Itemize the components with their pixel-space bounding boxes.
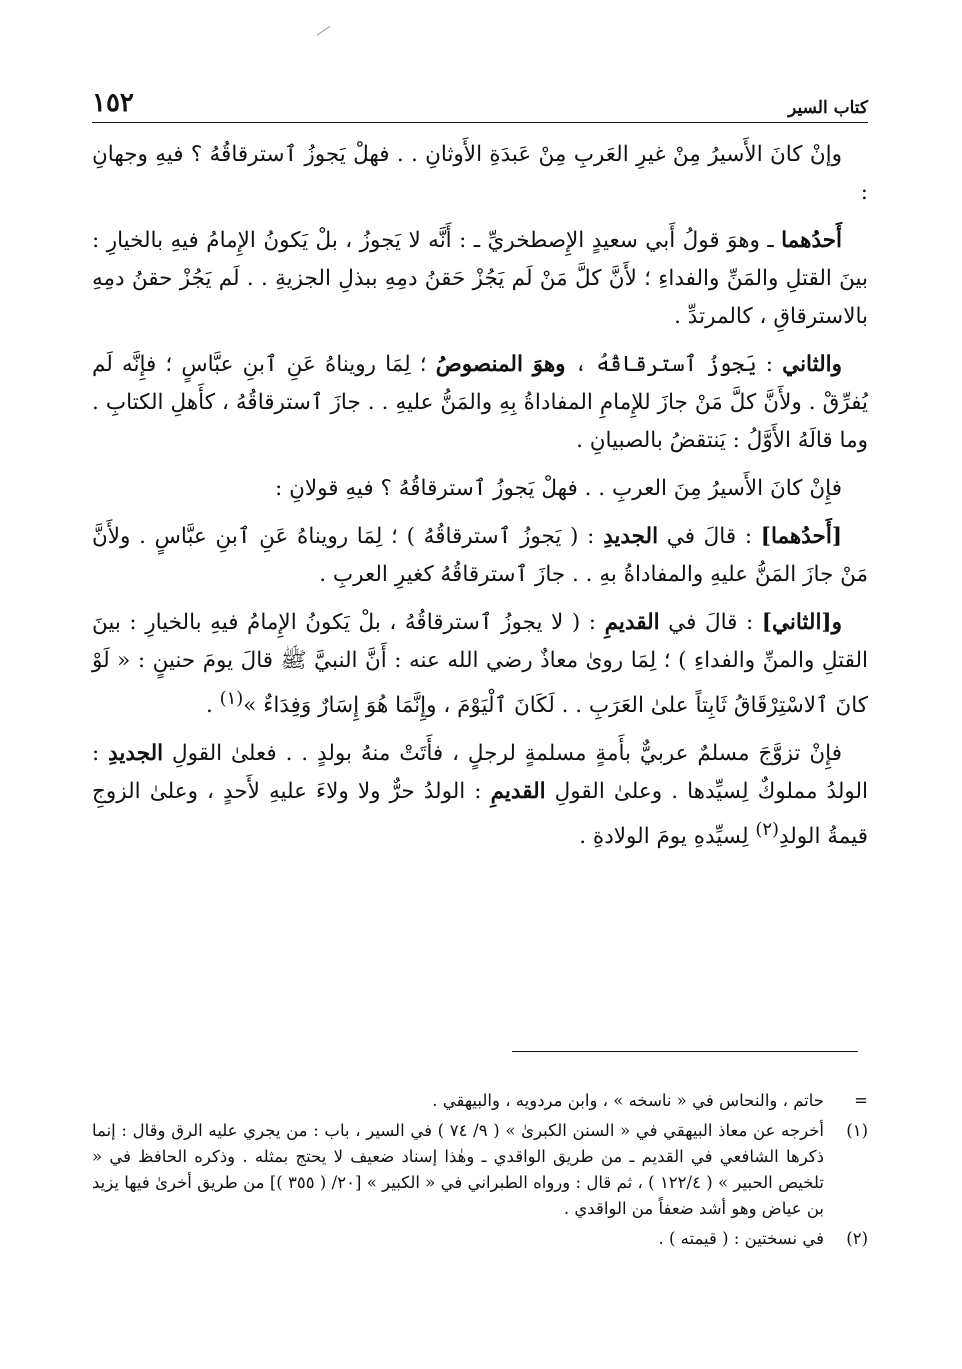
paragraph-3-bold: وهوَ المنصوصُ: [435, 352, 566, 377]
book-title: كتاب السير: [788, 98, 868, 118]
paragraph-6-bold: القديمِ: [604, 610, 660, 635]
footnote-text: أخرجه عن معاذ البيهقي في « السنن الكبرىٰ » ( ٩/ ٧٤ ) في السير ، باب : من يجري عليه الرق وقال : إنما ذكرها الشافعي في القديم ـ من طريق الواقدي ـ وهٰذا إسناد ضعيف لا يحتج بمثله . وذكره الحافظ في « تلخيص الحبير » ( ١٢٢/٤ ) ، ثم قال : ورواه الطبراني في « الكبير » [٢٠/ ( ٣٥٥ )] من طريق أخرىٰ فيها يزيد بن عياض وهو أشد ضعفاً من الواقدي .: [92, 1121, 824, 1218]
paragraph-5-lead: [أَحدُهما]: [760, 524, 842, 549]
paragraph-6-text-a: : قالَ في: [659, 610, 762, 635]
paragraph-1-text: وإنْ كانَ الأَسيرُ مِنْ غيرِ العَربِ مِنْ عَبدَةِ الأَوثانِ . . فهلْ يَجوزُ ٱسترقاقُهُ ؟ فيهِ وجهانِ :: [92, 142, 868, 205]
paragraph-2-text: ـ وهوَ قولُ أَبي سعيدٍ الإِصطخريِّ ـ : أَنَّه لا يَجوزُ ، بلْ يَكونُ الإِمامُ فيهِ بالخيارِ : بينَ القتلِ والمَنِّ والفداءِ ؛ لأَنَّ كلَّ مَنْ لَم يَجُزْ حَقنُ دمِهِ ببذلِ الجزيةِ . . لَم يَجُزْ حقنُ دمِهِ بالاسترقاقِ ، كالمرتدِّ .: [92, 228, 868, 329]
footnote-ref-2: (٢): [755, 819, 779, 841]
footnote-text: في نسختين : ( قيمته ) .: [658, 1229, 824, 1248]
paragraph-4: [92, 470, 868, 508]
paragraph-5-bold: الجديدِ: [603, 524, 659, 549]
footnote-ref-1: (١): [219, 688, 244, 709]
paragraph-7-bold-2: القديمِ: [490, 779, 546, 805]
paragraph-5-text-a: : قالَ في: [658, 524, 761, 549]
paragraph-7: [92, 735, 868, 856]
paragraph-7-text-a: فإِنْ تزوَّجَ مسلمٌ عربيٌّ بأَمةٍ مسلمةٍ لرجلٍ ، فأَتَتْ منهُ بولدٍ . . فعلىٰ القولِ: [163, 741, 842, 767]
footnote-1: [92, 1118, 868, 1222]
footnote-2: [92, 1226, 868, 1252]
paragraph-2-lead: أَحدُهما: [781, 228, 842, 253]
paragraph-7-text-d: لِسيِّدهِ يومَ الولادةِ .: [579, 824, 756, 850]
paragraph-3-text-a: : يَجوزُ ٱسترقاقُهُ ،: [565, 352, 783, 377]
paragraph-2: [92, 222, 868, 336]
paragraph-3-lead: والثاني: [782, 352, 843, 377]
footnotes: [92, 1088, 868, 1256]
main-text: [92, 136, 868, 866]
page-number: ١٥٢: [92, 88, 134, 118]
paragraph-5: [92, 518, 868, 594]
paragraph-6-text-b: : ( لا يجوزُ ٱسترقاقُهُ ، بلْ يَكونُ الإِمامُ فيهِ بالخيارِ : بينَ القتلِ والمنِّ والفداءِ ) ؛ لِمَا روىٰ معاذٌ رضي الله عنه : أَنَّ النبيَّ ﷺ قالَ يومَ حنينٍ : « لَوْ كانَ ٱلاسْتِرْقَاقُ ثَابِتاً علىٰ العَرَبِ . . لَكَانَ ٱلْيَوْمَ ، وإِنَّمَا هُوَ إِسَارٌ وَفِدَاءٌ »: [92, 610, 868, 719]
footnote-separator: [512, 1051, 858, 1052]
paragraph-1: [92, 136, 868, 212]
paragraph-6: [92, 604, 868, 725]
footnote-marker: (١): [846, 1121, 868, 1140]
paragraph-3-text-b: ؛ لِمَا رويناهُ عَنِ ٱبنِ عبَّاسٍ ؛ فإِنَّه لَم يُفرِّقْ . ولأَنَّ كلَّ مَنْ جازَ للإِمامِ المفاداةُ بِهِ والمَنُّ عليهِ . . جازَ ٱسترقاقُهُ ، كأَهلِ الكتابِ . وما قالَهُ الأَوَّلُ : يَنتقضُ بالصبيانِ .: [92, 352, 868, 453]
footnote-marker: (٢): [846, 1229, 868, 1248]
paragraph-6-lead: و[الثاني]: [761, 610, 842, 635]
page-header: [92, 82, 868, 123]
stray-mark: [317, 26, 331, 37]
paragraph-6-end: .: [205, 693, 220, 719]
footnote-continued: [92, 1088, 868, 1114]
paragraph-3: [92, 346, 868, 460]
paragraph-5-text-b: : ( يَجوزُ ٱسترقاقُهُ ) ؛ لِمَا رويناهُ عَنِ ٱبنِ عبَّاسٍ . ولأَنَّ مَنْ جازَ المَنُّ عليهِ والمفاداةُ بهِ . . جازَ ٱسترقاقُهُ كغيرِ العربِ .: [92, 524, 868, 587]
paragraph-7-text-b: : الولدُ مملوكٌ لِسيِّدها . وعلىٰ القولِ: [92, 741, 869, 805]
paragraph-4-text: فإِنْ كانَ الأَسيرُ مِنَ العربِ . . فهلْ يَجوزُ ٱسترقاقُهُ ؟ فيهِ قولانِ :: [275, 476, 842, 501]
paragraph-7-text-c: : الولدُ حرٌّ ولا ولاءَ عليهِ لأَحدٍ ، وعلىٰ الزوجِ قيمةُ الولدِ: [92, 779, 868, 850]
footnote-text: حاتم ، والنحاس في « ناسخه » ، وابن مردويه ، والبيهقي .: [432, 1091, 824, 1110]
footnote-marker: =: [854, 1091, 868, 1110]
paragraph-7-bold: الجديدِ: [108, 741, 164, 767]
